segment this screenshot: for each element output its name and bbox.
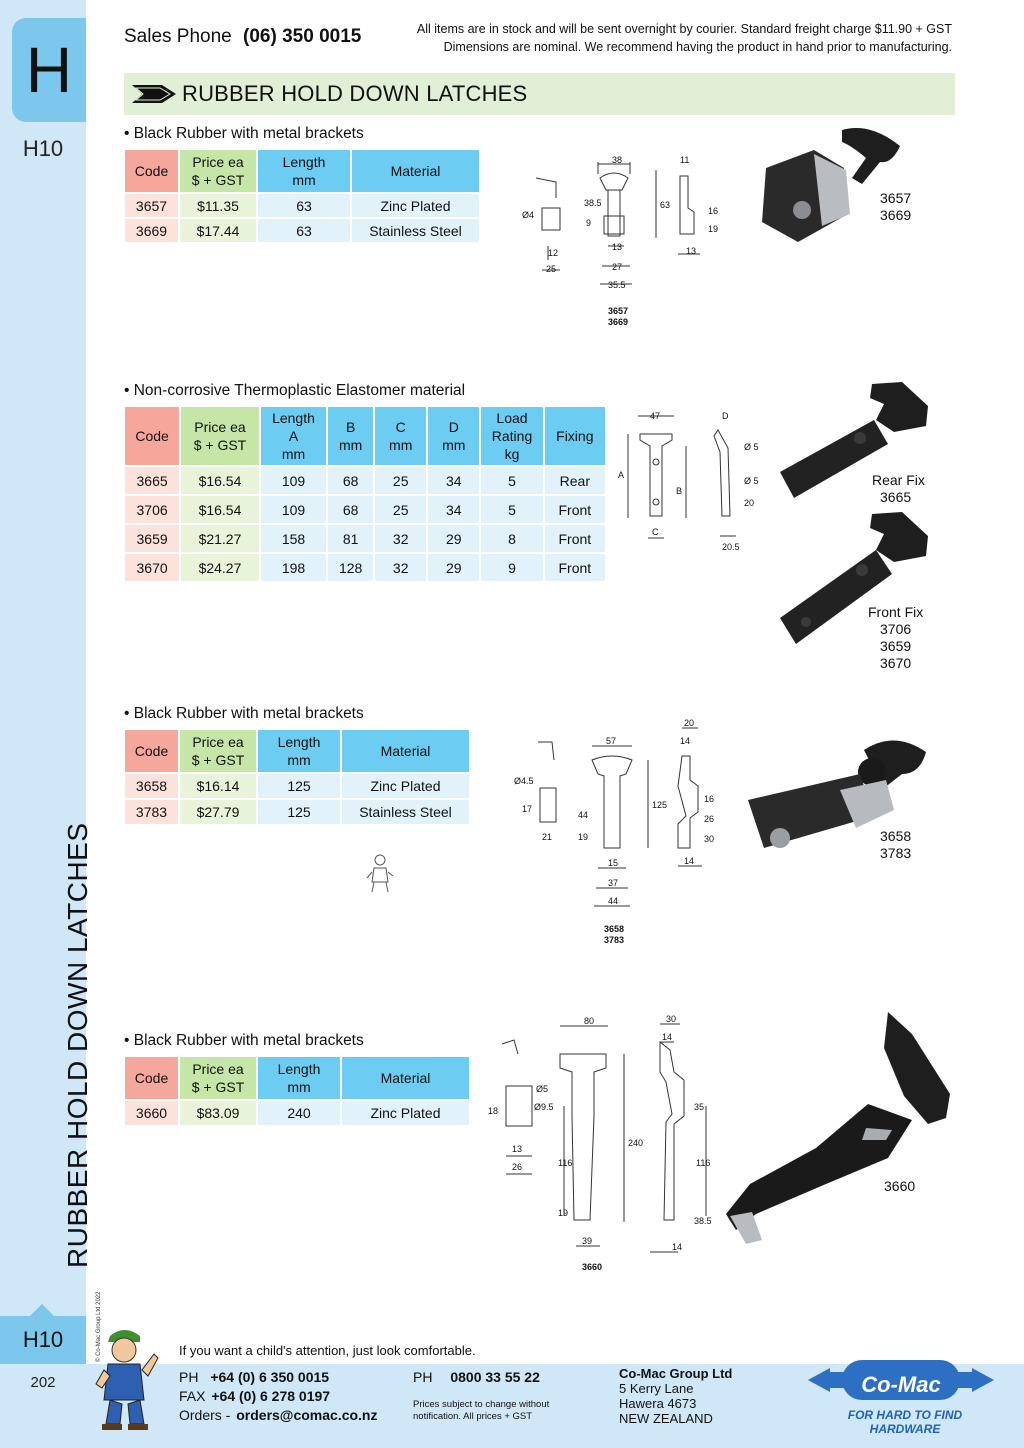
cell-price: $16.54 — [180, 495, 260, 524]
header-price — [179, 729, 257, 773]
cell-a: 109 — [260, 495, 327, 524]
dim-label: 15 — [608, 858, 619, 868]
cell-code: 3665 — [124, 466, 180, 495]
header-price-line2: $ + GST — [191, 172, 245, 188]
rear-fix-code: 3665 — [880, 489, 912, 505]
header-price-line1: Price ea — [192, 154, 244, 170]
front-fix-code: 3670 — [880, 655, 912, 671]
drawing-code: 3657 — [607, 306, 629, 316]
side-profile — [680, 176, 694, 234]
footer-orders-email[interactable]: orders@comac.co.nz — [236, 1407, 378, 1423]
dim-label: 26 — [704, 814, 715, 824]
bracket-hook-line — [538, 742, 554, 760]
dim-label: 35.5 — [608, 280, 626, 290]
cell-a: 109 — [260, 466, 327, 495]
dim-label: B — [676, 486, 683, 496]
table-row — [124, 524, 606, 553]
cell-code: 3783 — [124, 799, 179, 825]
dim-label: 27 — [612, 262, 623, 272]
cell-price: $21.27 — [180, 524, 260, 553]
header-fixing: Fixing — [544, 406, 606, 466]
dim-label: 38.5 — [694, 1216, 712, 1226]
header-load-line1: Load — [496, 410, 528, 426]
cell-d: 29 — [427, 553, 480, 582]
dim-label: C — [652, 527, 659, 537]
footer-orders-label: Orders - — [179, 1407, 231, 1423]
header-length — [257, 1056, 341, 1100]
header-price — [179, 149, 257, 193]
footer-address — [619, 1366, 732, 1426]
cell-code: 3706 — [124, 495, 180, 524]
front-fix-code: 3706 — [880, 621, 912, 637]
header-length-line2: mm — [287, 1079, 311, 1095]
header-note — [352, 20, 952, 56]
header-length-line1: Length — [272, 410, 315, 426]
header-b-line2: mm — [339, 437, 363, 453]
dim-label: Ø 5 — [744, 476, 759, 486]
dim-label: A — [618, 470, 625, 480]
section-2-technical-drawing — [614, 406, 774, 556]
footer-fax-label: FAX — [179, 1388, 206, 1404]
section-4-photo-caption — [884, 1178, 915, 1195]
header-c-line2: mm — [389, 437, 413, 453]
cell-c: 32 — [374, 553, 427, 582]
front-fix-code: 3659 — [880, 638, 912, 654]
header-c-line1: C — [395, 419, 406, 435]
section-4-subtitle: • Black Rubber with metal brackets — [124, 1032, 364, 1049]
t-handle-top — [600, 173, 628, 190]
header-b — [327, 406, 374, 466]
latch-body — [608, 190, 620, 236]
section-3-table — [124, 729, 470, 825]
cell-d: 34 — [427, 495, 480, 524]
dim-label: 125 — [652, 800, 668, 810]
dim-label: 116 — [696, 1158, 711, 1168]
header-length-line2: A — [288, 428, 299, 444]
footer-orders — [179, 1407, 378, 1423]
sales-phone-number[interactable]: (06) 350 0015 — [243, 26, 362, 47]
drawing-code: 3658 — [603, 924, 625, 934]
header-price-line2: $ + GST — [191, 1079, 245, 1095]
header-code: Code — [124, 1056, 179, 1100]
front-fix-label: Front Fix — [868, 604, 924, 620]
header-price-line1: Price ea — [192, 734, 244, 750]
cell-fixing: Front — [544, 553, 606, 582]
section-code-bottom: H10 — [0, 1316, 86, 1364]
section-banner — [124, 73, 955, 115]
cell-b: 68 — [327, 466, 374, 495]
photo-code: 3669 — [880, 207, 912, 223]
header-load-rating — [480, 406, 543, 466]
dim-label: 25 — [546, 264, 557, 274]
cell-c: 25 — [374, 495, 427, 524]
cell-material: Stainless Steel — [341, 799, 470, 825]
price-note-line2: notification. All prices + GST — [413, 1411, 533, 1422]
header-price — [179, 1056, 257, 1100]
cell-load: 9 — [480, 553, 543, 582]
header-material: Material — [341, 1056, 470, 1100]
bracket-plate — [542, 208, 560, 230]
mascot-icon — [94, 1326, 160, 1430]
footer-phone-number[interactable]: +64 (0) 6 350 0015 — [210, 1369, 330, 1385]
cell-price: $11.35 — [179, 193, 257, 218]
table-row — [124, 466, 606, 495]
cell-length: 63 — [257, 218, 351, 243]
cell-code: 3669 — [124, 218, 179, 243]
section-1-technical-drawing — [518, 150, 738, 308]
footer-phone — [179, 1369, 329, 1385]
banner-title: RUBBER HOLD DOWN LATCHES — [182, 81, 528, 106]
cell-code: 3660 — [124, 1100, 179, 1126]
header-material: Material — [351, 149, 480, 193]
t-latch-front — [592, 756, 632, 848]
logo-text: Co-Mac — [861, 1372, 941, 1397]
dim-label: 14 — [684, 856, 695, 866]
section-1-photo-caption — [880, 190, 911, 224]
header-length-line3: mm — [281, 446, 306, 462]
cell-b: 128 — [327, 553, 374, 582]
t-latch-side — [714, 430, 730, 516]
section-1-subtitle: • Black Rubber with metal brackets — [124, 125, 364, 142]
footer-price-note — [413, 1399, 549, 1423]
logo-slogan: FOR HARD TO FIND HARDWARE — [847, 1408, 963, 1436]
side-profile — [678, 756, 698, 848]
bracket-hook-line — [502, 1040, 518, 1054]
address-line3: NEW ZEALAND — [619, 1411, 713, 1426]
dim-label: 20 — [744, 498, 755, 508]
copyright: © Co-Mac Group Ltd 2022 — [96, 1291, 102, 1362]
section-3-subtitle: • Black Rubber with metal brackets — [124, 705, 364, 722]
section-4-table — [124, 1056, 470, 1126]
header-d — [427, 406, 480, 466]
table-header-row — [124, 729, 470, 773]
table-header-row — [124, 406, 606, 466]
cell-load: 5 — [480, 495, 543, 524]
dim-label: 11 — [680, 155, 690, 165]
section-1-drawing-caption — [596, 306, 640, 328]
header-load-line3: kg — [504, 446, 520, 462]
cell-material: Zinc Plated — [341, 773, 470, 799]
cell-code: 3670 — [124, 553, 180, 582]
cell-material: Zinc Plated — [351, 193, 480, 218]
mascot-doodle-icon — [366, 852, 394, 894]
table-row — [124, 218, 480, 243]
header-price-line1: Price ea — [194, 419, 246, 435]
dim-label: 38 — [612, 155, 623, 165]
cell-material: Zinc Plated — [341, 1100, 470, 1126]
photo-code: 3658 — [880, 828, 912, 844]
section-2-subtitle: • Non-corrosive Thermoplastic Elastomer material — [124, 382, 466, 399]
cell-price: $27.79 — [179, 799, 257, 825]
footer-fax-number: +64 (0) 6 278 0197 — [211, 1388, 331, 1404]
section-1-table — [124, 149, 480, 243]
sales-phone-label: Sales Phone — [124, 26, 232, 47]
header-code: Code — [124, 406, 180, 466]
table-row — [124, 773, 470, 799]
dim-label: 30 — [704, 834, 715, 844]
section-4-drawing-caption — [574, 1262, 610, 1273]
photo-code: 3783 — [880, 845, 912, 861]
header-material: Material — [341, 729, 470, 773]
footer-freephone-number[interactable]: 0800 33 55 22 — [450, 1369, 540, 1385]
header-length — [257, 729, 341, 773]
dim-label: 19 — [558, 1208, 569, 1218]
t-latch-front — [640, 434, 672, 516]
section-letter-tab: H — [12, 18, 86, 122]
header-d-line1: D — [448, 419, 459, 435]
cell-price: $24.27 — [180, 553, 260, 582]
section-1-product-photo — [752, 122, 902, 244]
dim-label: 30 — [666, 1014, 677, 1024]
dim-label: 9 — [586, 218, 592, 228]
header-length-line2: mm — [287, 752, 311, 768]
bracket-hook-line — [536, 178, 556, 198]
section-code-top: H10 — [22, 136, 64, 161]
cell-c: 25 — [374, 466, 427, 495]
dim-label: 240 — [628, 1138, 644, 1148]
cell-price: $16.14 — [179, 773, 257, 799]
cell-d: 29 — [427, 524, 480, 553]
address-line1: 5 Kerry Lane — [619, 1381, 694, 1396]
dim-label: 14 — [672, 1242, 683, 1252]
header-b-line1: B — [346, 419, 356, 435]
address-line2: Hawera 4673 — [619, 1396, 697, 1411]
dim-label: 47 — [650, 411, 661, 421]
header-length-line1: Length — [277, 1061, 321, 1077]
dim-label: 16 — [708, 206, 719, 216]
dim-label: 20 — [684, 718, 695, 728]
cell-load: 5 — [480, 466, 543, 495]
cell-b: 68 — [327, 495, 374, 524]
dim-label: 35 — [694, 1102, 705, 1112]
price-note-line1: Prices subject to change without — [413, 1399, 550, 1410]
cell-code: 3657 — [124, 193, 179, 218]
company-name: Co-Mac Group Ltd — [619, 1366, 733, 1381]
dim-label: 44 — [578, 810, 589, 820]
cell-length: 63 — [257, 193, 351, 218]
header-d-line2: mm — [442, 437, 466, 453]
dim-label: 14 — [680, 736, 691, 746]
cell-fixing: Front — [544, 524, 606, 553]
section-4-technical-drawing — [484, 1010, 712, 1272]
dim-label: 63 — [660, 200, 671, 210]
dim-label: 38.5 — [584, 198, 602, 208]
table-header-row — [124, 149, 480, 193]
vertical-section-title: RUBBER HOLD DOWN LATCHES — [62, 822, 93, 1268]
cell-fixing: Front — [544, 495, 606, 524]
cell-price: $83.09 — [179, 1100, 257, 1126]
section-2-front-fix-caption — [868, 604, 923, 672]
dim-label: 21 — [542, 832, 553, 842]
cell-d: 34 — [427, 466, 480, 495]
section-3-drawing-caption — [592, 924, 636, 946]
header-length-line2: mm — [292, 172, 316, 188]
drawing-code: 3660 — [581, 1262, 603, 1272]
photo-code: 3660 — [884, 1178, 916, 1194]
dim-label: 80 — [584, 1016, 595, 1026]
section-4-product-photo — [716, 1008, 956, 1252]
dim-label: 57 — [606, 736, 617, 746]
header-price-line1: Price ea — [192, 1061, 244, 1077]
table-row — [124, 495, 606, 524]
cell-load: 8 — [480, 524, 543, 553]
cell-length: 125 — [257, 773, 341, 799]
rear-fix-label: Rear Fix — [872, 472, 925, 488]
cell-a: 198 — [260, 553, 327, 582]
dim-label: 13 — [686, 246, 697, 256]
table-row — [124, 1100, 470, 1126]
page-number: 202 — [30, 1374, 56, 1391]
header-price-line2: $ + GST — [193, 437, 247, 453]
footer-tagline: If you want a child's attention, just look comfortable. — [179, 1343, 476, 1358]
cell-b: 81 — [327, 524, 374, 553]
section-2-table — [124, 406, 606, 582]
cell-code: 3658 — [124, 773, 179, 799]
header-c — [374, 406, 427, 466]
dim-label: 14 — [662, 1032, 673, 1042]
footer-phone-label: PH — [179, 1369, 199, 1385]
cell-code: 3659 — [124, 524, 180, 553]
latch-bracket — [604, 216, 624, 234]
dim-label: 44 — [608, 896, 619, 906]
side-profile — [660, 1042, 684, 1220]
dim-label: 20.5 — [722, 542, 740, 552]
header-price-line2: $ + GST — [191, 752, 245, 768]
cell-fixing: Rear — [544, 466, 606, 495]
dim-label: 18 — [488, 1106, 499, 1116]
header-code: Code — [124, 149, 179, 193]
cell-a: 158 — [260, 524, 327, 553]
bracket-plate — [540, 788, 556, 822]
footer-freephone — [413, 1369, 540, 1385]
dim-label: 16 — [704, 794, 715, 804]
section-3-photo-caption — [880, 828, 911, 862]
cell-price: $17.44 — [179, 218, 257, 243]
table-row — [124, 193, 480, 218]
dim-label: 37 — [608, 878, 619, 888]
drawing-code: 3669 — [607, 317, 629, 327]
sales-phone — [124, 26, 361, 48]
dim-label: Ø9.5 — [534, 1102, 554, 1112]
dim-label: 12 — [548, 248, 559, 258]
dim-label: 39 — [582, 1236, 593, 1246]
freight-note: All items are in stock and will be sent overnight by courier. Standard freight charge $11.90 + GST — [416, 22, 952, 36]
photo-code: 3657 — [880, 190, 912, 206]
dim-label: Ø 5 — [744, 442, 759, 452]
footer-freephone-label: PH — [413, 1369, 433, 1385]
dim-label: Ø5 — [536, 1084, 549, 1094]
dim-label: 26 — [512, 1162, 523, 1172]
header-code: Code — [124, 729, 179, 773]
dim-label: Ø4 — [522, 210, 535, 220]
comac-logo[interactable] — [808, 1350, 998, 1436]
dim-label: 17 — [522, 804, 533, 814]
table-row — [124, 553, 606, 582]
cell-price: $16.54 — [180, 466, 260, 495]
t-latch-front — [560, 1054, 606, 1220]
dimensions-note: Dimensions are nominal. We recommend having the product in hand prior to manufacturing. — [443, 40, 952, 54]
header-length-line1: Length — [277, 734, 321, 750]
footer-fax — [179, 1388, 330, 1404]
dim-label: Ø4.5 — [514, 776, 534, 786]
section-2-rear-fix-caption — [872, 472, 925, 506]
section-3-technical-drawing — [512, 716, 722, 912]
header-length — [257, 149, 351, 193]
arrow-icon — [132, 85, 176, 103]
drawing-code: 3783 — [603, 935, 625, 945]
header-length-line1: Length — [282, 154, 326, 170]
header-price — [180, 406, 260, 466]
dim-label: 19 — [578, 832, 589, 842]
cell-c: 32 — [374, 524, 427, 553]
cell-length: 125 — [257, 799, 341, 825]
bracket-plate — [506, 1086, 532, 1126]
header-load-line2: Rating — [491, 428, 533, 444]
dim-label: 116 — [558, 1158, 573, 1168]
table-row — [124, 799, 470, 825]
cell-material: Stainless Steel — [351, 218, 480, 243]
header-length-a — [260, 406, 327, 466]
dim-label: 13 — [612, 242, 623, 252]
cell-length: 240 — [257, 1100, 341, 1126]
table-header-row — [124, 1056, 470, 1100]
dim-label: 19 — [708, 224, 719, 234]
dim-label: D — [722, 411, 729, 421]
dim-label: 13 — [512, 1144, 523, 1154]
